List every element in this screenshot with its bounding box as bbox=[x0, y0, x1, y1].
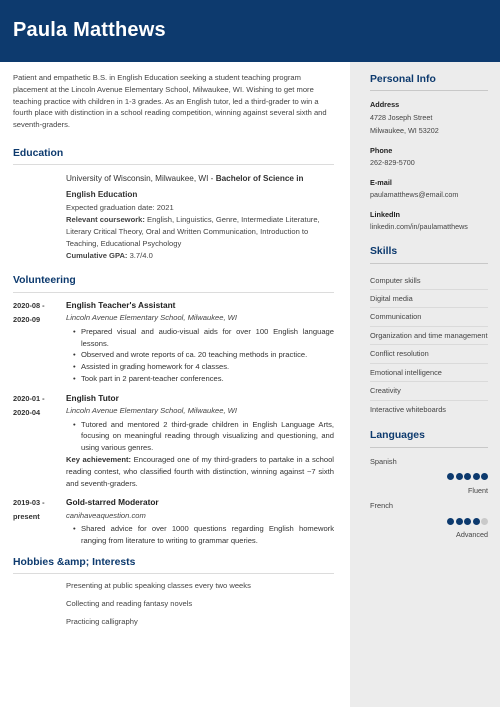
hobbies-list bbox=[13, 580, 334, 627]
language-rating bbox=[370, 517, 488, 529]
volunteer-entry bbox=[13, 392, 334, 490]
address-line2: Milwaukee, WI 53202 bbox=[370, 126, 439, 136]
phone-label: Phone bbox=[370, 146, 393, 156]
language-name: Spanish bbox=[370, 456, 397, 466]
volunteer-entry bbox=[13, 299, 334, 385]
language-level: Fluent bbox=[468, 485, 488, 495]
entry-organization: Lincoln Avenue Elementary School, Milwaukee, WI bbox=[66, 405, 237, 415]
volunteer-entry bbox=[13, 496, 334, 547]
entry-end: 2020-04 bbox=[13, 407, 41, 417]
coursework-list: English, Linguistics, Genre, Intermediate Literature, Literary Critical Theory, Oral and Written Communication, Introduction to Teaching, Educational Psychology bbox=[66, 215, 320, 248]
entry-bullets bbox=[66, 326, 334, 385]
education-heading: Education bbox=[13, 148, 334, 165]
bullet-item: • Prepared visual and audio-visual aids for over 100 English language lessons. bbox=[73, 326, 334, 350]
entry-body bbox=[66, 496, 334, 547]
skill-item: Organization and time management bbox=[370, 327, 488, 345]
language-item bbox=[370, 500, 488, 540]
address-line1: 4728 Joseph Street bbox=[370, 112, 433, 122]
email-value bbox=[370, 188, 488, 202]
graduation-date: Expected graduation date: 2021 bbox=[66, 203, 174, 213]
email-address: paulamatthews@email.com bbox=[370, 190, 459, 200]
skills-heading: Skills bbox=[370, 246, 488, 263]
languages-heading: Languages bbox=[370, 430, 488, 447]
entry-bullets bbox=[66, 419, 334, 454]
entry-role: Gold-starred Moderator bbox=[66, 497, 159, 508]
hobbies-heading: Hobbies &amp; Interests bbox=[13, 557, 334, 574]
entry-dates bbox=[13, 496, 66, 547]
skill-item: Emotional intelligence bbox=[370, 364, 488, 382]
rating-dot-filled bbox=[456, 518, 463, 525]
language-rating bbox=[370, 472, 488, 484]
rating-dot-filled bbox=[464, 518, 471, 525]
coursework bbox=[66, 214, 334, 249]
skill-item: Creativity bbox=[370, 382, 488, 400]
email-label: E-mail bbox=[370, 178, 392, 188]
entry-organization: Lincoln Avenue Elementary School, Milwaukee, WI bbox=[66, 313, 237, 323]
bullet-item: • Took part in 2 parent-teacher conferences. bbox=[73, 373, 334, 385]
skill-item: Interactive whiteboards bbox=[370, 404, 446, 414]
entry-organization: canihaveaquestion.com bbox=[66, 510, 146, 520]
entry-body bbox=[66, 299, 334, 385]
language-name: French bbox=[370, 501, 394, 511]
degree-name: Bachelor of Science in English Education bbox=[66, 174, 304, 199]
gpa-label: Cumulative GPA: bbox=[66, 250, 128, 260]
rating-dot-filled bbox=[473, 473, 480, 480]
resume-header bbox=[0, 0, 500, 62]
entry-start: 2020-08 - bbox=[13, 300, 45, 310]
rating-dot-empty bbox=[481, 518, 488, 525]
main-column bbox=[0, 62, 350, 707]
university-name: University of Wisconsin, Milwaukee, WI - bbox=[66, 174, 216, 184]
key-achievement bbox=[66, 454, 334, 489]
profile-summary: Patient and empathetic B.S. in English Education seeking a student teaching program placement at the Lincoln Avenue Elementary School, Milwaukee, WI. Wishing to get more teaching practice with children in 1-3 grades. As an English tutor, led a third-grader to win a fourth place with distinction in a school reading competition, winning against several sixth and seventh-graders. bbox=[13, 73, 327, 130]
rating-dot-filled bbox=[473, 518, 480, 525]
rating-dot-filled bbox=[464, 473, 471, 480]
address-label: Address bbox=[370, 100, 400, 110]
volunteering-heading: Volunteering bbox=[13, 275, 334, 292]
entry-end: present bbox=[13, 512, 40, 522]
entry-body bbox=[66, 392, 334, 490]
rating-dot-filled bbox=[456, 473, 463, 480]
language-item bbox=[370, 456, 488, 496]
bullet-item: • Tutored and mentored 2 third-grade children in English Language Arts, focusing on meaningful reading through visualizing and questioning, and using various genres. bbox=[73, 419, 334, 454]
rating-dot-filled bbox=[447, 518, 454, 525]
linkedin-label: LinkedIn bbox=[370, 210, 400, 220]
hobby-item: Collecting and reading fantasy novels bbox=[66, 599, 193, 609]
hobby-item: Presenting at public speaking classes every two weeks bbox=[66, 581, 251, 591]
linkedin-value bbox=[370, 220, 488, 234]
key-achievement-label: Key achievement: bbox=[66, 454, 132, 464]
gpa-value: 3.7/4.0 bbox=[127, 250, 153, 260]
entry-dates bbox=[13, 299, 66, 385]
address-value bbox=[370, 111, 488, 138]
linkedin-url: linkedin.com/in/paulamatthews bbox=[370, 222, 468, 232]
entry-start: 2019-03 - bbox=[13, 498, 45, 508]
entry-end: 2020-09 bbox=[13, 314, 41, 324]
key-achievement-text: Encouraged one of my third-graders to partake in a school reading contest, who classified fourth with distinction, winning against ~7 sixth and seventh-graders. bbox=[66, 454, 334, 488]
skill-item: Computer skills bbox=[370, 272, 488, 290]
language-level: Advanced bbox=[456, 530, 488, 540]
entry-start: 2020-01 - bbox=[13, 393, 45, 403]
education-entry bbox=[13, 171, 334, 261]
bullet-item: • Assisted in grading homework for 4 classes. bbox=[73, 361, 334, 373]
rating-dot-filled bbox=[447, 473, 454, 480]
sidebar bbox=[350, 62, 500, 707]
phone-number: 262-829-5700 bbox=[370, 158, 415, 168]
entry-role: English Tutor bbox=[66, 392, 119, 403]
skill-item: Digital media bbox=[370, 290, 488, 308]
bullet-item: • Observed and wrote reports of ca. 20 teaching methods in practice. bbox=[73, 349, 334, 361]
hobby-item: Practicing calligraphy bbox=[66, 616, 138, 626]
education-school bbox=[66, 171, 334, 202]
skills-list bbox=[370, 272, 488, 419]
phone-value bbox=[370, 156, 488, 170]
personal-info-heading: Personal Info bbox=[370, 74, 488, 91]
bullet-item: • Shared advice for over 1000 questions regarding English homework ranging from literature to writing to grammar queries. bbox=[73, 523, 334, 547]
gpa bbox=[66, 250, 334, 262]
entry-dates bbox=[13, 392, 66, 490]
skill-item: Communication bbox=[370, 308, 488, 326]
entry-bullets bbox=[66, 523, 334, 547]
coursework-label: Relevant coursework: bbox=[66, 215, 145, 225]
entry-role: English Teacher's Assistant bbox=[66, 299, 176, 310]
candidate-name: Paula Matthews bbox=[13, 19, 166, 41]
rating-dot-filled bbox=[481, 473, 488, 480]
skill-item: Conflict resolution bbox=[370, 345, 488, 363]
